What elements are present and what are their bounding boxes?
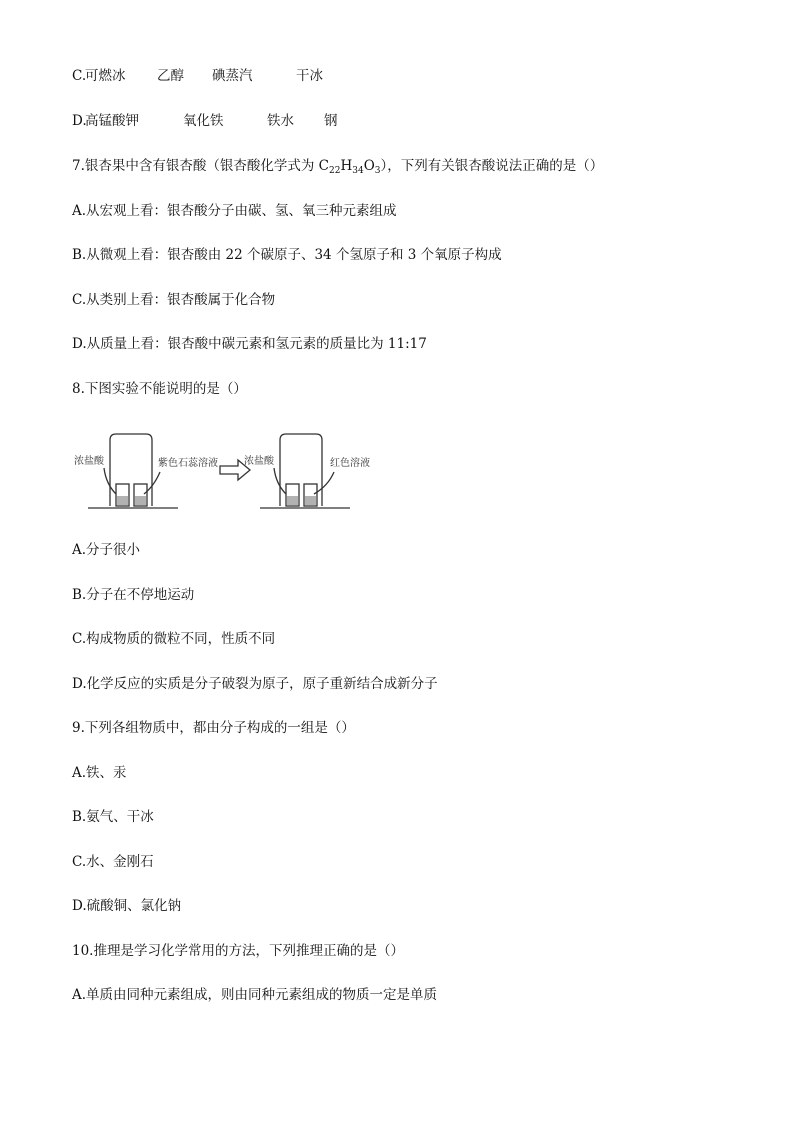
experiment-diagram [72, 422, 392, 522]
label-left-acid: 浓盐酸 [74, 456, 104, 467]
option-item: 铁水 [267, 113, 294, 129]
option-item: 碘蒸汽 [212, 68, 253, 84]
q10-option-a: A.单质由同种元素组成，则由同种元素组成的物质一定是单质 [72, 987, 438, 1003]
option-item: 钢 [324, 113, 338, 129]
q7-option-d: D.从质量上看：银杏酸中碳元素和氢元素的质量比为 11:17 [72, 336, 427, 352]
q7-option-b: B.从微观上看：银杏酸由 22 个碳原子、34 个氢原子和 3 个氧原子构成 [72, 247, 502, 263]
label-right-solution: 红色溶液 [330, 458, 370, 469]
option-item: 可燃冰 [85, 68, 126, 84]
option-letter: D. [72, 113, 87, 129]
option-letter: C. [72, 68, 87, 84]
q8-option-a: A.分子很小 [72, 542, 141, 558]
q8-stem: 8.下图实验不能说明的是（） [72, 381, 247, 397]
q7-stem: 7.银杏果中含有银杏酸（银杏酸化学式为 $C_{22}H_{34}O_3$），下列有关银杏酸说法正确的是（） [72, 158, 604, 176]
label-left-solution: 紫色石蕊溶液 [158, 458, 218, 469]
label-right-acid: 浓盐酸 [244, 456, 274, 467]
option-item: 干冰 [296, 68, 323, 84]
q8-option-b: B.分子在不停地运动 [72, 587, 195, 603]
q9-option-d: D.硫酸铜、氯化钠 [72, 898, 182, 914]
q9-option-c: C.水、金刚石 [72, 854, 154, 870]
q10-stem: 10.推理是学习化学常用的方法，下列推理正确的是（） [72, 943, 404, 959]
q7-option-c: C.从类别上看：银杏酸属于化合物 [72, 292, 276, 308]
q9-option-b: B.氨气、干冰 [72, 809, 154, 825]
option-item: 氧化铁 [183, 113, 224, 129]
q8-option-c: C.构成物质的微粒不同，性质不同 [72, 631, 276, 647]
q8-option-d: D.化学反应的实质是分子破裂为原子，原子重新结合成新分子 [72, 676, 438, 692]
q7-option-a: A.从宏观上看：银杏酸分子由碳、氢、氧三种元素组成 [72, 203, 397, 219]
option-item: 乙醇 [157, 68, 184, 84]
option-item: 高锰酸钾 [85, 113, 139, 129]
q9-option-a: A.铁、汞 [72, 765, 127, 781]
q9-stem: 9.下列各组物质中，都由分子构成的一组是（） [72, 720, 355, 736]
